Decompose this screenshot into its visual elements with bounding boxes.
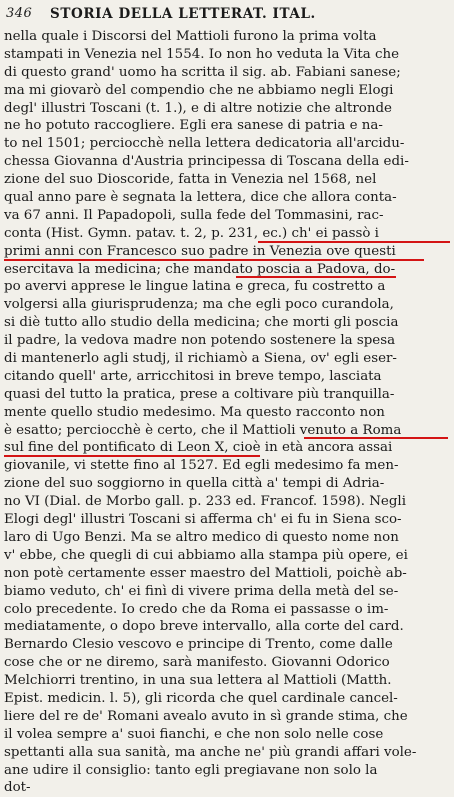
page-number: 346 [6, 6, 33, 21]
text-line: dot- [4, 780, 31, 796]
text-line: Elogi degl' illustri Toscani si afferma ch' ei fu in Siena sco- [4, 512, 402, 528]
page-header [4, 4, 450, 24]
text-line: il volea sempre a' suoi fianchi, e che non solo nelle cose [4, 726, 384, 742]
text-line: il padre, la vedova madre non potendo sostenere la spesa [4, 333, 396, 349]
text-line: di mantenerlo agli studj, il richiamò a Siena, ov' egli eser- [4, 351, 397, 367]
text-line: è esatto; perciocchè è certo, che il Mattioli venuto a Roma [4, 422, 450, 440]
body-text [4, 28, 450, 797]
text-line: cose che or ne diremo, sarà manifesto. Giovanni Odorico [4, 655, 390, 671]
text-line: ma mi giovarò del compendio che ne abbiamo negli Elogi [4, 82, 394, 98]
text-line: citando quell' arte, arricchitosi in breve tempo, lasciata [4, 368, 382, 384]
text-line: si diè tutto allo studio della medicina; che morti gli poscia [4, 315, 399, 331]
text-line: liere del re de' Romani avealo avuto in sì grande stima, che [4, 708, 408, 724]
text-line: no VI (Dial. de Morbo gall. p. 233 ed. Francof. 1598). Negli [4, 494, 406, 510]
text-line: to nel 1501; perciocchè nella lettera dedicatoria all'arcidu- [4, 136, 405, 152]
text-line: chessa Giovanna d'Austria principessa di Toscana della edi- [4, 154, 409, 170]
text-line: primi anni con Francesco suo padre in Venezia ove questi [4, 243, 450, 261]
text-line: colo precedente. Io credo che da Roma ei passasse o im- [4, 601, 389, 617]
text-line: di questo grand' uomo ha scritta il sig. ab. Fabiani sanese; [4, 64, 401, 80]
text-line: ane udire il consiglio: tanto egli pregiavane non solo la [4, 762, 378, 778]
text-line: esercitava la medicina; che mandato poscia a Padova, do- [4, 261, 396, 277]
text-line: nella quale i Discorsi del Mattioli furono la prima volta [4, 29, 377, 44]
text-line: mente quello studio medesimo. Ma questo racconto non [4, 404, 385, 420]
text-line: volgersi alla giurisprudenza; ma che egli poco curandola, [4, 297, 394, 313]
text-line: mediatamente, o dopo breve intervallo, alla corte del card. [4, 619, 404, 635]
text-line: Melchiorri trentino, in una sua lettera al Mattioli (Matth. [4, 673, 392, 689]
running-title: STORIA DELLA LETTERAT. ITAL. [50, 6, 316, 22]
text-line: po avervi apprese le lingue latina e greca, fu costretto a [4, 279, 386, 295]
text-line: sul fine del pontificato di Leon X, cioè in età ancora assai [4, 440, 393, 456]
text-line: ne ho potuto raccogliere. Egli era sanese di patria e na- [4, 118, 383, 134]
text-line: biamo veduto, ch' ei finì di vivere prima della metà del se- [4, 583, 399, 599]
text-line: quasi del tutto la pratica, prese a coltivare più tranquilla- [4, 386, 395, 402]
text-line: v' ebbe, che quegli di cui abbiamo alla stampa più opere, ei [4, 547, 408, 563]
text-line: zione del suo soggiorno in quella città a' tempi di Adria- [4, 476, 385, 492]
text-line: giovanile, vi stette fino al 1527. Ed egli medesimo fa men- [4, 458, 399, 474]
text-line: Bernardo Clesio vescovo e principe di Trento, come dalle [4, 637, 393, 653]
text-line: non potè certamente esser maestro del Mattioli, poichè ab- [4, 565, 407, 581]
text-line: Epist. medicin. l. 5), gli ricorda che quel cardinale cancel- [4, 690, 398, 706]
text-line: degl' illustri Toscani (t. 1.), e di altre notizie che altronde [4, 100, 392, 116]
text-line: stampati in Venezia nel 1554. Io non ho veduta la Vita che [4, 46, 400, 62]
text-line: spettanti alla sua sanità, ma anche ne' più grandi affari vole- [4, 744, 417, 760]
text-line: zione del suo Dioscoride, fatta in Venezia nel 1568, nel [4, 172, 377, 188]
text-line: va 67 anni. Il Papadopoli, sulla fede del Tommasini, rac- [4, 207, 384, 223]
text-line: laro di Ugo Benzi. Ma se altro medico di questo nome non [4, 529, 399, 545]
text-line: conta (Hist. Gymn. patav. t. 2, p. 231, ec.) ch' ei passò i [4, 225, 450, 243]
text-line: qual anno pare è segnata la lettera, dice che allora conta- [4, 190, 397, 206]
